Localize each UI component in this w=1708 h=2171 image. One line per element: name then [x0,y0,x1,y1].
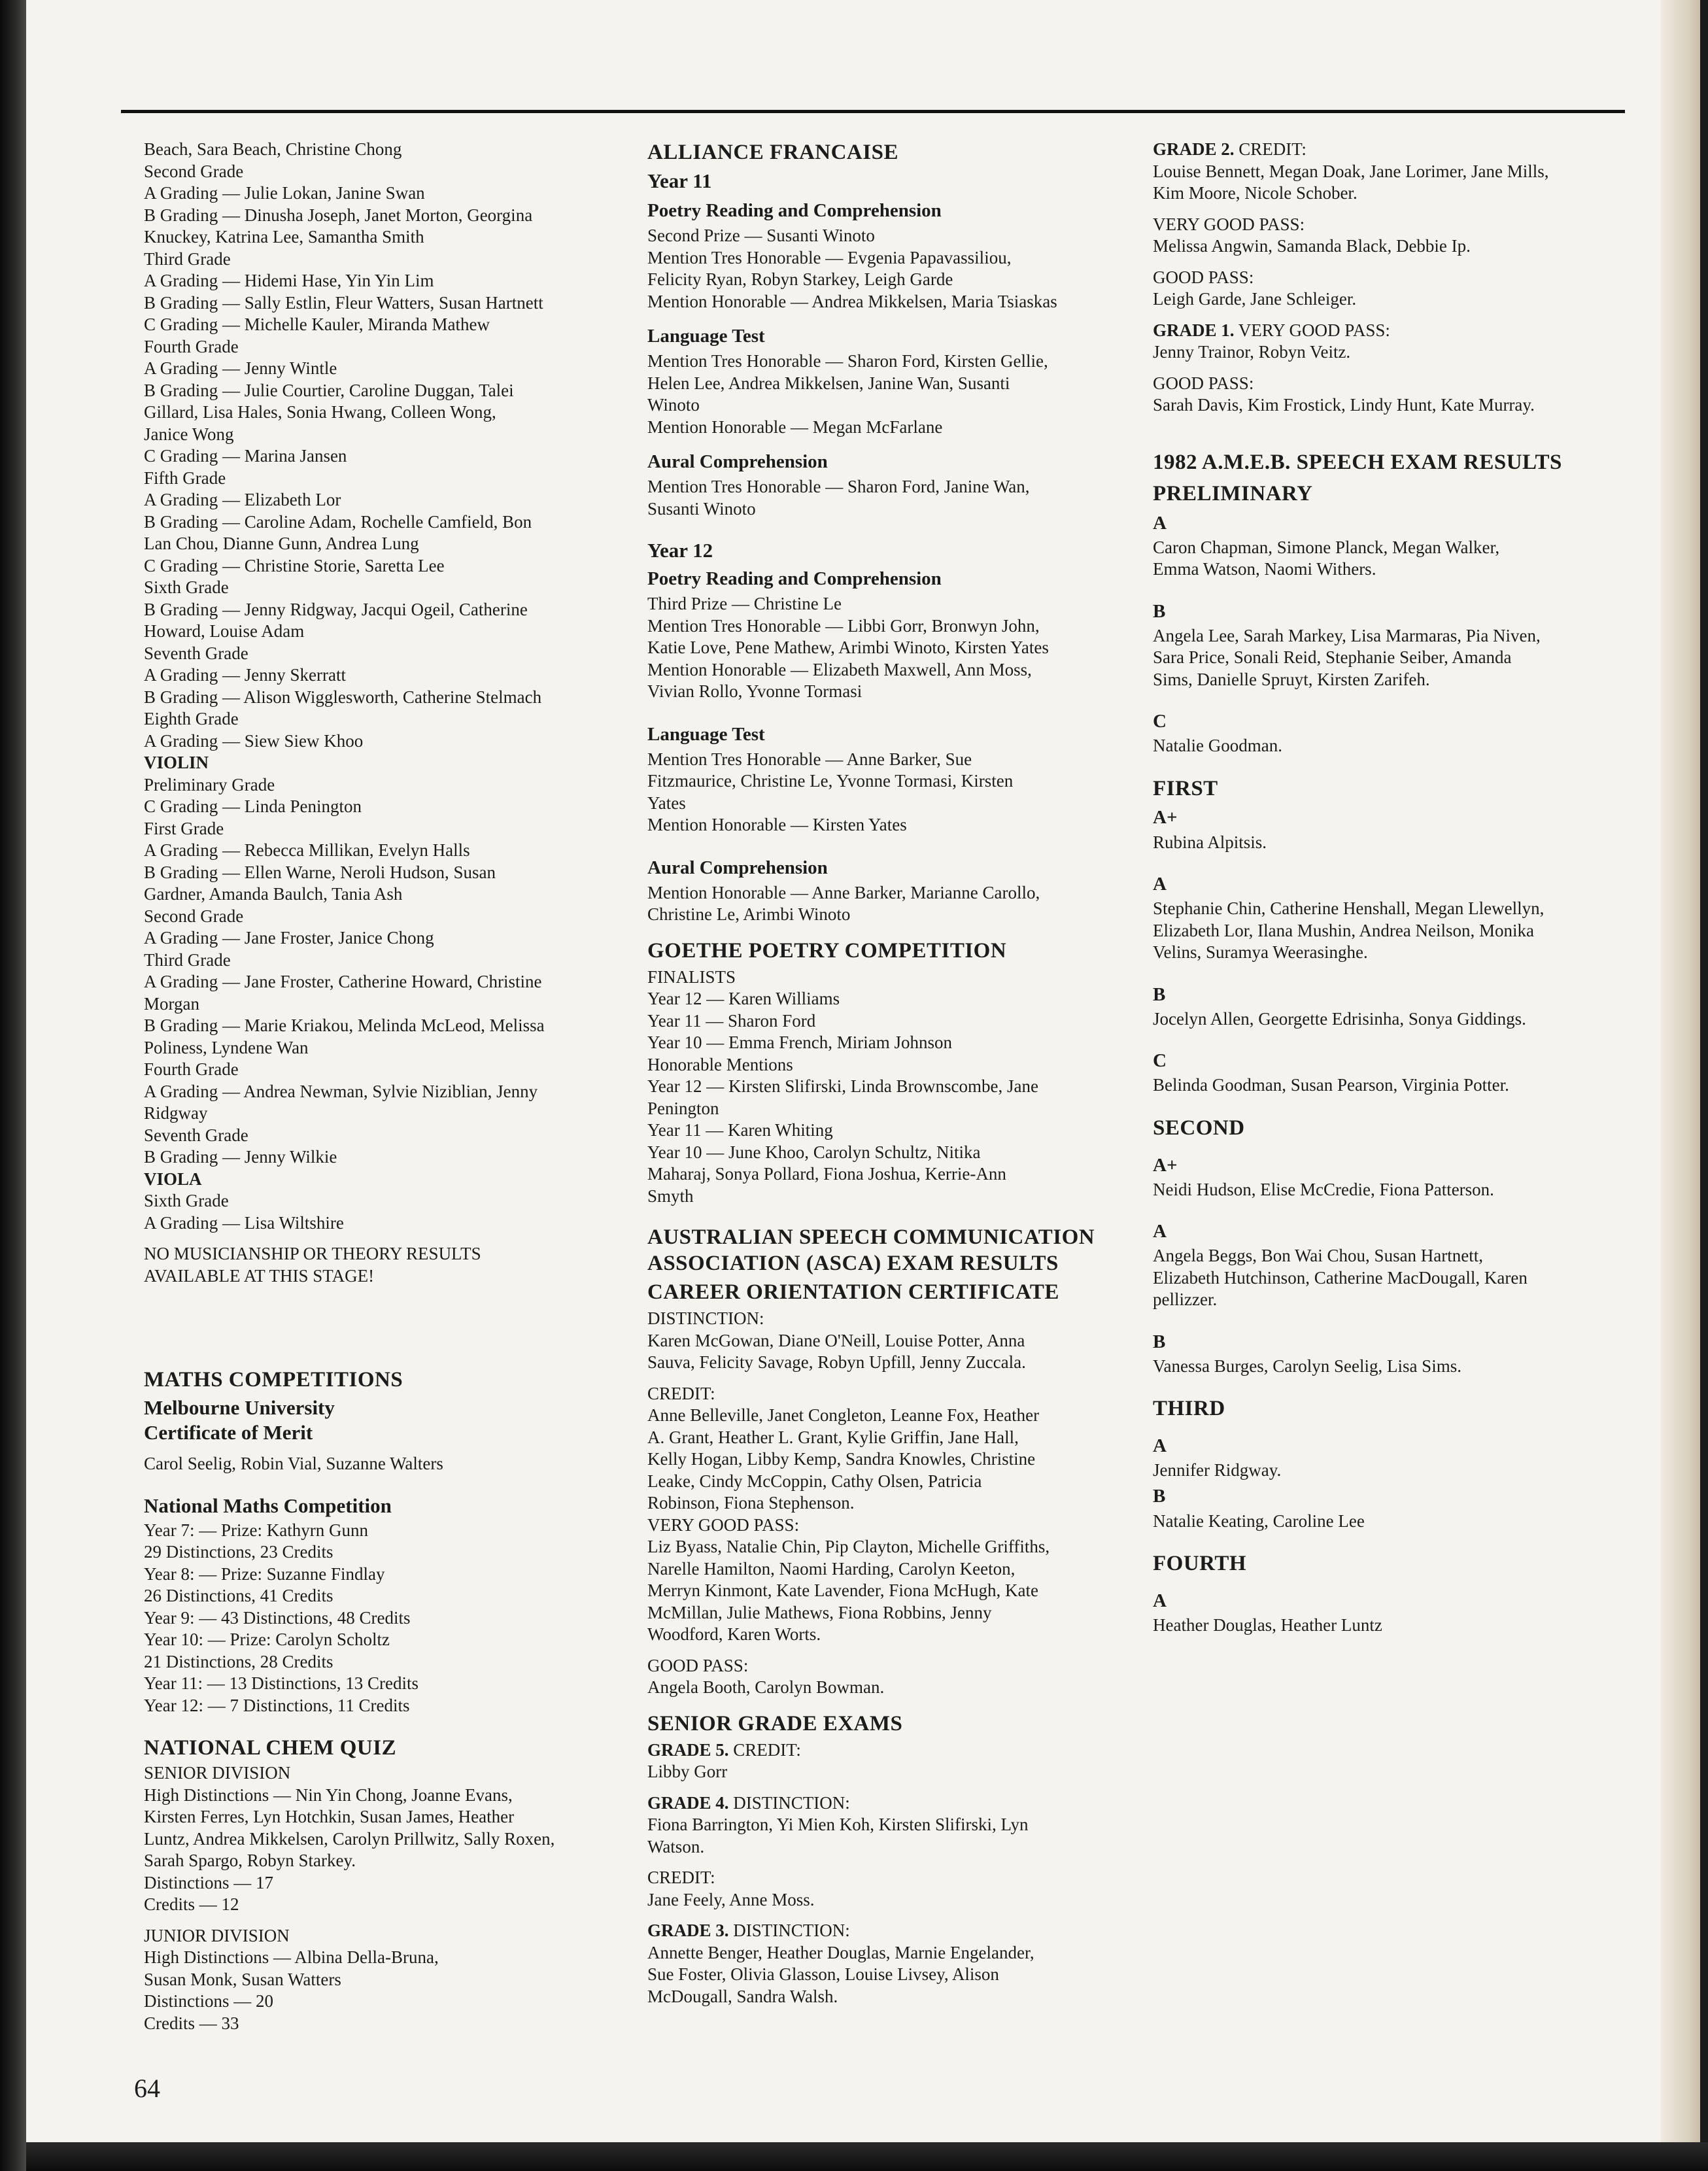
section-heading: AUSTRALIAN SPEECH COMMUNICATION [647,1225,1095,1249]
grade-result-type: CREDIT: [728,1739,801,1760]
grade-heading [1153,139,1637,161]
grade-heading: B [1153,1485,1166,1507]
text-line: Year 11 — Sharon Ford [647,1010,816,1031]
text-line: Year 10 — June Khoo, Carolyn Schultz, Nitika [647,1142,981,1162]
grade-heading: A+ [1153,1154,1178,1176]
text-line: CREDIT: [647,1868,715,1887]
text-line: Yates [647,793,686,813]
text-line: A Grading — Rebecca Millikan, Evelyn Halls [144,840,470,860]
text-line: Morgan [144,993,199,1014]
text-line: B Grading — Jenny Ridgway, Jacqui Ogeil, Catherine [144,599,528,619]
text-line: 26 Distinctions, 41 Credits [144,1586,333,1605]
text-line: Preliminary Grade [144,774,275,795]
text-line: A Grading — Jane Froster, Catherine Howard, Christine [144,972,542,991]
grade-heading [1153,320,1637,342]
text-line: NO MUSICIANSHIP OR THEORY RESULTS [144,1244,481,1263]
text-line: Vivian Rollo, Yvonne Tormasi [647,681,863,701]
text-line: Anne Belleville, Janet Congleton, Leanne Fox, Heather [647,1405,1040,1425]
text-line: FINALISTS [647,966,736,987]
text-line: Leake, Cindy McCoppin, Cathy Olsen, Patricia [647,1471,982,1491]
text-line: Second Grade [144,161,244,181]
text-line: Leigh Garde, Jane Schleiger. [1153,289,1357,309]
grade-label: GRADE 5. [647,1739,729,1760]
subsection-heading: National Maths Competition [144,1494,392,1517]
text-line: Second Grade [144,906,244,926]
text-line: Carol Seelig, Robin Vial, Suzanne Walters [144,1454,443,1473]
section-heading: MATHS COMPETITIONS [144,1368,403,1392]
text-line: Janice Wong [144,424,234,444]
text-line: Fitzmaurice, Christine Le, Yvonne Tormasi, Kirsten [647,771,1014,791]
text-line: Stephanie Chin, Catherine Henshall, Megan Llewellyn, [1153,898,1545,918]
text-line: B Grading — Ellen Warne, Neroli Hudson, Susan [144,862,496,882]
text-line: A Grading — Jenny Wintle [144,358,337,378]
text-line: Annette Benger, Heather Douglas, Marnie Engelander, [647,1942,1034,1962]
section-heading: GOETHE POETRY COMPETITION [647,938,1007,963]
grade-heading [647,1792,1131,1815]
text-line: High Distinctions — Albina Della-Bruna, [144,1947,439,1967]
text-line: McMillan, Julie Mathews, Fiona Robbins, Jenny [647,1602,992,1622]
text-line: Year 9: — 43 Distinctions, 48 Credits [144,1607,411,1628]
subsection-heading: Certificate of Merit [144,1421,313,1444]
text-line: Melissa Angwin, Samanda Black, Debbie Ip. [1153,236,1471,256]
column-right [1153,139,1637,1637]
grade-heading: A+ [1153,806,1178,828]
section-heading: FOURTH [1153,1552,1247,1575]
text-line: C Grading — Linda Penington [144,796,362,816]
text-line: Smyth [647,1186,694,1206]
text-line: VERY GOOD PASS: [647,1514,800,1535]
subsection-heading: Year 11 [647,169,712,192]
column-middle [647,139,1131,2008]
grade-result-type: DISTINCTION: [728,1921,850,1940]
text-line: Ridgway [144,1103,208,1123]
grade-heading [647,1920,1131,1942]
top-rule [121,110,1625,113]
column-left [144,139,628,2034]
text-line: Karen McGowan, Diane O'Neill, Louise Potter, Anna [647,1330,1025,1350]
section-heading: PRELIMINARY [1153,481,1313,505]
text-line: Woodford, Karen Worts. [647,1624,821,1644]
text-line: GOOD PASS: [1153,267,1254,287]
text-line: Kirsten Ferres, Lyn Hotchkin, Susan James, Heather [144,1807,515,1826]
text-line: B Grading — Sally Estlin, Fleur Watters, Susan Hartnett [144,292,543,313]
page-number: 64 [134,2074,160,2103]
grade-heading: Language Test [647,326,765,347]
grade-heading: C [1153,1050,1167,1071]
text-line: Jennifer Ridgway. [1153,1460,1282,1480]
text-line: Gillard, Lisa Hales, Sonia Hwang, Colleen Wong, [144,402,496,422]
text-line: Credits — 33 [144,2013,239,2033]
text-line: Sarah Spargo, Robyn Starkey. [144,1851,356,1870]
subsection-heading: Melbourne University [144,1396,335,1419]
text-line: Fourth Grade [144,336,239,356]
text-line: Caron Chapman, Simone Planck, Megan Walker, [1153,537,1500,557]
text-line: CREDIT: [647,1383,715,1403]
text-line: Heather Douglas, Heather Luntz [1153,1615,1382,1635]
section-heading: CAREER ORIENTATION CERTIFICATE [647,1280,1059,1304]
text-line: Poliness, Lyndene Wan [144,1037,309,1057]
text-line: Mention Tres Honorable — Evgenia Papavassiliou, [647,247,1012,267]
page-bottom-edge [26,2142,1708,2171]
section-heading: ALLIANCE FRANCAISE [647,141,898,164]
text-line: AVAILABLE AT THIS STAGE! [144,1265,375,1286]
text-line: Watson. [647,1836,705,1856]
text-line: Susanti Winoto [647,498,756,519]
grade-label: GRADE 3. [647,1921,729,1940]
text-line: B Grading — Marie Kriakou, Melinda McLeod, Melissa [144,1016,545,1035]
text-line: Year 8: — Prize: Suzanne Findlay [144,1564,385,1584]
text-line: Louise Bennett, Megan Doak, Jane Lorimer, Jane Mills, [1153,161,1549,181]
text-line: Felicity Ryan, Robyn Starkey, Leigh Garde [647,269,953,289]
text-line: Mention Honorable — Andrea Mikkelsen, Maria Tsiaskas [647,291,1057,311]
text-line: JUNIOR DIVISION [144,1925,290,1945]
text-line: DISTINCTION: [647,1308,764,1328]
text-line: Sara Price, Sonali Reid, Stephanie Seiber, Amanda [1153,647,1512,667]
text-line: Beach, Sara Beach, Christine Chong [144,139,402,159]
grade-label: GRADE 4. [647,1792,729,1813]
text-line: Vanessa Burges, Carolyn Seelig, Lisa Sims. [1153,1356,1461,1376]
text-line: Mention Tres Honorable — Libbi Gorr, Bronwyn John, [647,615,1040,636]
text-line: Mention Tres Honorable — Sharon Ford, Kirsten Gellie, [647,351,1048,371]
grade-label: GRADE 2. [1153,139,1235,159]
text-line: Jocelyn Allen, Georgette Edrisinha, Sonya Giddings. [1153,1008,1526,1029]
text-line: Mention Honorable — Anne Barker, Marianne Carollo, [647,882,1040,902]
text-line: A. Grant, Heather L. Grant, Kylie Griffin, Jane Hall, [647,1427,1019,1447]
text-line: Helen Lee, Andrea Mikkelsen, Janine Wan, Susanti [647,373,1010,393]
text-line: Neidi Hudson, Elise McCredie, Fiona Patterson. [1153,1179,1494,1199]
text-line: A Grading — Jane Froster, Janice Chong [144,928,434,948]
grade-heading: A [1153,1435,1167,1456]
text-line: Sauva, Felicity Savage, Robyn Upfill, Jenny Zuccala. [647,1352,1026,1372]
text-line: Mention Tres Honorable — Sharon Ford, Janine Wan, [647,477,1030,496]
text-line: Jane Feely, Anne Moss. [647,1889,815,1909]
grade-heading: Language Test [647,723,765,745]
section-heading: THIRD [1153,1397,1225,1420]
text-line: Rubina Alpitsis. [1153,832,1267,852]
grade-heading: B [1153,983,1166,1005]
instrument-heading: VIOLIN [144,753,209,772]
grade-heading: C [1153,711,1167,732]
text-line: Velins, Suramya Weerasinghe. [1153,942,1368,962]
text-line: Luntz, Andrea Mikkelsen, Carolyn Prillwitz, Sally Roxen, [144,1828,555,1849]
text-line: Year 11 — Karen Whiting [647,1120,833,1140]
text-line: B Grading — Julie Courtier, Caroline Duggan, Talei [144,380,514,400]
grade-heading: A [1153,512,1167,534]
text-line: Belinda Goodman, Susan Pearson, Virginia Potter. [1153,1075,1509,1095]
section-heading: NATIONAL CHEM QUIZ [144,1736,397,1760]
section-heading: 1982 A.M.E.B. SPEECH EXAM RESULTS [1153,450,1562,474]
grade-result-type: DISTINCTION: [728,1792,850,1813]
text-line: Knuckey, Katrina Lee, Samantha Smith [144,227,424,247]
section-heading: ASSOCIATION (ASCA) EXAM RESULTS [647,1252,1059,1275]
text-line: A Grading — Elizabeth Lor [144,490,341,509]
text-line: A Grading — Lisa Wiltshire [144,1212,344,1233]
text-line: Mention Honorable — Elizabeth Maxwell, Ann Moss, [647,659,1032,679]
text-line: Third Prize — Christine Le [647,594,842,613]
text-line: A Grading — Jenny Skerratt [144,665,346,685]
text-line: Susan Monk, Susan Watters [144,1969,341,1989]
text-line: B Grading — Dinusha Joseph, Janet Morton, Georgina [144,205,533,225]
text-line: SENIOR DIVISION [144,1763,291,1783]
text-line: Year 11: — 13 Distinctions, 13 Credits [144,1673,419,1693]
text-line: Seventh Grade [144,1125,248,1145]
grade-heading: A [1153,1221,1167,1242]
text-line: High Distinctions — Nin Yin Chong, Joanne Evans, [144,1785,513,1805]
text-line: Third Grade [144,248,231,269]
text-line: Second Prize — Susanti Winoto [647,226,875,245]
text-line: pellizzer. [1153,1290,1218,1309]
text-line: Gardner, Amanda Baulch, Tania Ash [144,884,403,904]
text-line: C Grading — Michelle Kauler, Miranda Mathew [144,315,490,334]
text-line: A Grading — Julie Lokan, Janine Swan [144,183,425,203]
text-line: Sixth Grade [144,577,229,597]
text-line: Natalie Goodman. [1153,736,1282,755]
grade-label: GRADE 1. [1153,320,1235,340]
text-line: Kim Moore, Nicole Schober. [1153,183,1358,203]
text-line: Honorable Mentions [647,1054,793,1074]
text-line: Katie Love, Pene Mathew, Arimbi Winoto, Kirsten Yates [647,638,1049,657]
book-binding [0,0,26,2171]
text-line: Emma Watson, Naomi Withers. [1153,559,1376,579]
grade-heading: B [1153,600,1166,622]
text-line: Sims, Danielle Spruyt, Kirsten Zarifeh. [1153,669,1430,689]
text-line: Fiona Barrington, Yi Mien Koh, Kirsten Slifirski, Lyn [647,1815,1029,1834]
text-line: Sarah Davis, Kim Frostick, Lindy Hunt, Kate Murray. [1153,395,1535,415]
grade-heading: Aural Comprehension [647,857,828,878]
grade-heading: Poetry Reading and Comprehension [647,568,942,589]
text-line: GOOD PASS: [647,1655,749,1675]
text-line: Jenny Trainor, Robyn Veitz. [1153,342,1351,362]
grade-heading: A [1153,1590,1167,1611]
text-line: Lan Chou, Dianne Gunn, Andrea Lung [144,534,419,553]
text-line: Elizabeth Lor, Ilana Mushin, Andrea Neilson, Monika [1153,920,1535,940]
text-line: Liz Byass, Natalie Chin, Pip Clayton, Michelle Griffiths, [647,1537,1050,1556]
section-heading: SENIOR GRADE EXAMS [647,1711,903,1735]
text-line: Year 10 — Emma French, Miriam Johnson [647,1033,952,1052]
text-line: Robinson, Fiona Stephenson. [647,1493,855,1513]
text-line: VERY GOOD PASS: [1153,214,1305,234]
text-line: Penington [647,1098,719,1118]
text-line: First Grade [144,818,224,838]
text-line: Winoto [647,395,700,415]
text-line: 29 Distinctions, 23 Credits [144,1542,333,1562]
text-line: C Grading — Marina Jansen [144,446,347,466]
text-line: McDougall, Sandra Walsh. [647,1986,838,2006]
text-line: Mention Honorable — Kirsten Yates [647,815,907,834]
subsection-heading: Year 12 [647,539,713,562]
text-line: Eighth Grade [144,709,239,728]
section-heading: SECOND [1153,1116,1245,1140]
instrument-heading: VIOLA [144,1169,202,1189]
page-edge [1661,0,1700,2171]
text-line: Year 12 — Karen Williams [647,989,840,1008]
text-line: Mention Tres Honorable — Anne Barker, Sue [647,749,972,769]
text-line: B Grading — Caroline Adam, Rochelle Camfield, Bon [144,511,532,532]
text-line: B Grading — Alison Wigglesworth, Catherine Stelmach [144,687,542,707]
grade-heading: B [1153,1331,1166,1352]
grade-heading [647,1739,1131,1762]
section-heading: FIRST [1153,776,1218,800]
text-line: Mention Honorable — Megan McFarlane [647,417,943,437]
text-line: Narelle Hamilton, Naomi Harding, Carolyn Keeton, [647,1558,1016,1579]
text-line: Year 12: — 7 Distinctions, 11 Credits [144,1695,410,1715]
grade-heading: A [1153,874,1167,895]
text-line: Distinctions — 17 [144,1872,274,1892]
text-line: Year 12 — Kirsten Slifirski, Linda Brownscombe, Jane [647,1076,1038,1096]
grade-heading: Poetry Reading and Comprehension [647,200,942,221]
text-line: Third Grade [144,949,231,970]
text-line: Sixth Grade [144,1191,229,1210]
text-line: C Grading — Christine Storie, Saretta Lee [144,555,445,575]
text-line: A Grading — Andrea Newman, Sylvie Niziblian, Jenny [144,1081,538,1101]
text-line: Year 7: — Prize: Kathyrn Gunn [144,1520,368,1540]
grade-result-type: CREDIT: [1234,139,1307,159]
text-line: GOOD PASS: [1153,373,1254,393]
text-line: Seventh Grade [144,643,248,663]
text-line: Fifth Grade [144,468,226,488]
text-line: Credits — 12 [144,1894,239,1914]
text-line: Christine Le, Arimbi Winoto [647,904,851,924]
text-line: Maharaj, Sonya Pollard, Fiona Joshua, Kerrie-Ann [647,1164,1006,1184]
text-line: Natalie Keating, Caroline Lee [1153,1511,1365,1531]
text-line: Elizabeth Hutchinson, Catherine MacDougall, Karen [1153,1267,1528,1288]
text-line: Angela Booth, Carolyn Bowman. [647,1677,885,1697]
text-line: A Grading — Hidemi Hase, Yin Yin Lim [144,271,434,290]
text-line: Kelly Hogan, Libby Kemp, Sandra Knowles, Christine [647,1449,1036,1469]
text-line: Libby Gorr [647,1762,728,1781]
text-line: Fourth Grade [144,1059,239,1079]
text-line: Angela Lee, Sarah Markey, Lisa Marmaras, Pia Niven, [1153,625,1541,645]
text-line: B Grading — Jenny Wilkie [144,1147,337,1167]
grade-result-type: VERY GOOD PASS: [1234,320,1390,340]
grade-heading: Aural Comprehension [647,451,828,472]
text-line: Year 10: — Prize: Carolyn Scholtz [144,1630,390,1649]
text-line: Howard, Louise Adam [144,621,305,641]
text-line: Sue Foster, Olivia Glasson, Louise Livsey, Alison [647,1964,999,1984]
text-line: Angela Beggs, Bon Wai Chou, Susan Hartnett, [1153,1246,1484,1265]
text-line: A Grading — Siew Siew Khoo [144,730,364,751]
text-line: Distinctions — 20 [144,1991,274,2011]
text-line: 21 Distinctions, 28 Credits [144,1651,333,1671]
text-line: Merryn Kinmont, Kate Lavender, Fiona McHugh, Kate [647,1581,1039,1600]
